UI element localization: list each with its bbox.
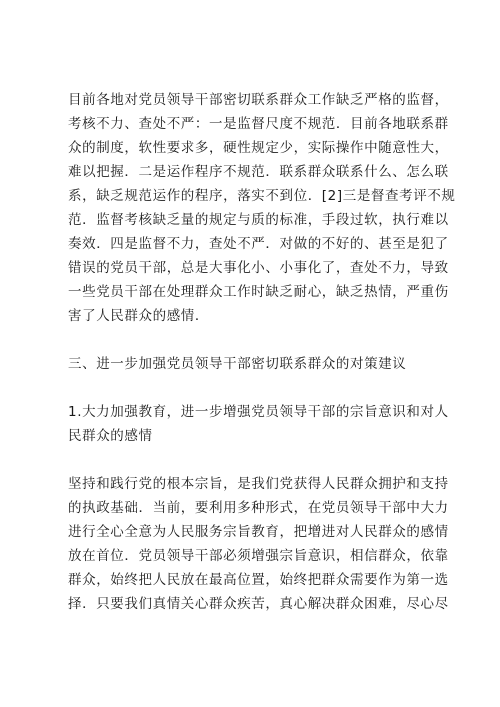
paragraph-1-line-3: 众的制度，软性要求多，硬性规定少，实际操作中随意性大，: [68, 140, 449, 156]
paragraph-2-line-2: 的执政基础．当前，要利用多种形式，在党员领导干部中大力: [68, 500, 449, 516]
paragraph-2-line-3: 进行全心全意为人民服务宗旨教育，把增进对人民群众的感情: [68, 524, 449, 540]
paragraph-1-line-6: 范．监督考核缺乏量的规定与质的标准，手段过软，执行难以: [68, 212, 449, 228]
paragraph-1-line-8: 错误的党员干部，总是大事化小、小事化了，查处不力，导致: [68, 260, 449, 276]
paragraph-1-line-4: 难以把握．二是运作程序不规范．联系群众联系什么、怎么联: [68, 164, 449, 180]
paragraph-2-line-6: 择．只要我们真情关心群众疾苦，真心解决群众困难，尽心尽: [68, 596, 449, 612]
paragraph-2-line-5: 群众，始终把人民放在最高位置，始终把群众需要作为第一选: [68, 572, 449, 588]
paragraph-2-line-1: 坚持和践行党的根本宗旨，是我们党获得人民群众拥护和支持: [68, 476, 449, 492]
paragraph-1-line-10: 害了人民群众的感情．: [68, 308, 209, 324]
section-heading: 三、进一步加强党员领导干部密切联系群众的对策建议: [68, 356, 407, 372]
paragraph-1-line-5: 系，缺乏规范运作的程序，落实不到位．[2]三是督查考评不规: [68, 188, 456, 204]
paragraph-1-line-2: 考核不力、查处不严：一是监督尺度不规范．目前各地联系群: [68, 116, 449, 132]
paragraph-1-line-9: 一些党员干部在处理群众工作时缺乏耐心，缺乏热情，严重伤: [68, 284, 449, 300]
paragraph-1-line-7: 奏效．四是监督不力，查处不严．对做的不好的、甚至是犯了: [68, 236, 449, 252]
paragraph-1-line-1: 目前各地对党员领导干部密切联系群众工作缺乏严格的监督，: [68, 92, 449, 108]
subheading-line-1: 1.大力加强教育，进一步增强党员领导干部的宗旨意识和对人: [68, 404, 449, 420]
subheading-line-2: 民群众的感情: [68, 428, 153, 444]
paragraph-2-line-4: 放在首位．党员领导干部必须增强宗旨意识，相信群众，依靠: [68, 548, 449, 564]
